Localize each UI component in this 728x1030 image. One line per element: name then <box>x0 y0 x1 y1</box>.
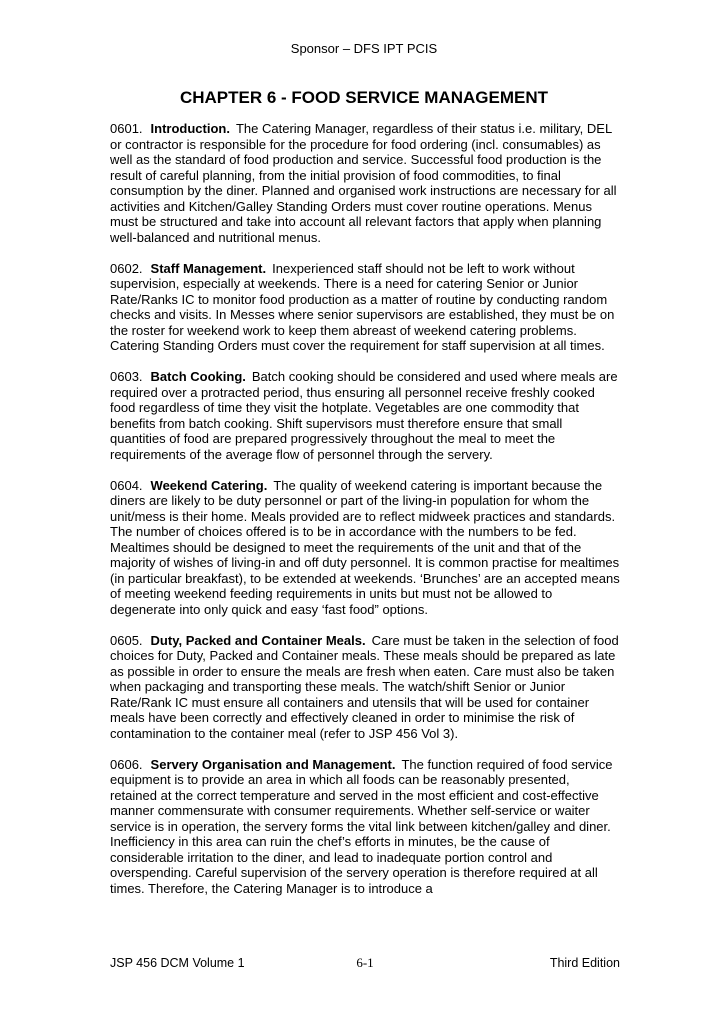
paragraph-0606 <box>110 757 620 897</box>
footer-edition: Third Edition <box>549 956 620 970</box>
paragraph-heading: Batch Cooking. <box>150 369 246 384</box>
paragraph-text: Care must be taken in the selection of food choices for Duty, Packed and Container meals. These meals should be prepared as late as possible in order to ensure the meals are fresh when eaten. Care must also be taken when packaging and transporting these meals. The watch/shift Senior or Junior Rate/Rank IC must ensure all containers and utensils that will be used for container meals have been correctly and effectively cleaned in order to minimise the risk of contamination to the container meal (refer to JSP 456 Vol 3). <box>110 632 619 741</box>
paragraph-number: 0602. <box>110 260 143 276</box>
paragraph-text: Inexperienced staff should not be left to work without supervision, especially at weekends. There is a need for catering Senior or Junior Rate/Ranks IC to monitor food production as a matter of routine by conducting random checks and visits. In Messes where senior supervisors are established, they must be on the roster for weekend work to keep them abreast of weekend catering problems. Catering Standing Orders must cover the requirement for staff supervision at all times. <box>110 260 615 353</box>
paragraph-0602 <box>110 261 620 354</box>
paragraph-number: 0606. <box>110 756 143 772</box>
paragraph-0605 <box>110 633 620 742</box>
paragraph-number: 0601. <box>110 121 143 136</box>
page-number: 6-1 <box>356 955 374 970</box>
page-footer <box>110 955 620 971</box>
chapter-title: CHAPTER 6 - FOOD SERVICE MANAGEMENT <box>179 88 549 107</box>
paragraph-text: Batch cooking should be considered and used where meals are required over a protracted period, thus ensuring all personnel receive freshly cooked food regardless of time they visit the hotplate. Vegetables are one commodity that benefits from batch cooking. Shift supervisors must therefore ensure that small quantities of food are prepared progressively throughout the meal to meet the requirements of the average flow of personnel through the servery. <box>110 369 618 462</box>
paragraph-text: The Catering Manager, regardless of their status i.e. military, DEL or contractor is responsible for the procedure for food ordering (incl. consumables) as well as the standard of food production and service. Successful food production is the result of careful planning, from the initial provision of food commodities, to final consumption by the diner. Planned and organised work instructions are necessary for all activities and Kitchen/Galley Standing Orders must cover routine operations. Menus must be structured and take into account all relevant factors that apply when planning well-balanced and nutritional menus. <box>110 121 617 245</box>
paragraph-0601 <box>110 121 620 245</box>
document-body <box>110 121 620 912</box>
paragraph-number: 0605. <box>110 632 143 648</box>
paragraph-0603 <box>110 369 620 462</box>
paragraph-text: The function required of food service equipment is to provide an area in which all foods can be reasonably presented, retained at the correct temperature and served in the most efficient and cost-effective manner commensurate with consumer requirements. Whether self-service or waiter service is in operation, the servery forms the vital link between kitchen/galley and diner. Inefficiency in this area can ruin the chef’s efforts in minutes, be the cause of considerable irritation to the diner, and lead to inadequate portion control and overspending. Careful supervision of the servery operation is therefore required at all times. Therefore, the Catering Manager is to introduce a <box>110 756 613 896</box>
paragraph-number: 0604. <box>110 477 143 493</box>
paragraph-number: 0603. <box>110 369 143 384</box>
paragraph-0604 <box>110 478 620 618</box>
paragraph-heading: Weekend Catering. <box>150 477 268 493</box>
paragraph-heading: Servery Organisation and Management. <box>150 756 396 772</box>
page-header: Sponsor – DFS IPT PCIS <box>290 41 438 56</box>
paragraph-heading: Staff Management. <box>150 260 267 276</box>
paragraph-heading: Duty, Packed and Container Meals. <box>150 632 366 648</box>
footer-document-reference: JSP 456 DCM Volume 1 <box>110 956 245 970</box>
paragraph-heading: Introduction. <box>150 121 230 136</box>
paragraph-text: The quality of weekend catering is important because the diners are likely to be duty personnel or part of the living-in population for whom the unit/mess is their home. Meals provided are to reflect midweek practices and standards. The number of choices offered is to be in accordance with the numbers to be fed. Mealtimes should be designed to meet the requirements of the unit and that of the majority of wishes of living-in and off duty personnel. It is common practise for mealtimes (in particular breakfast), to be extended at weekends. ‘Brunches’ are an accepted means of meeting weekend feeding requirements in units but must not be allowed to degenerate into only quick and easy ‘fast food” options. <box>110 477 620 617</box>
